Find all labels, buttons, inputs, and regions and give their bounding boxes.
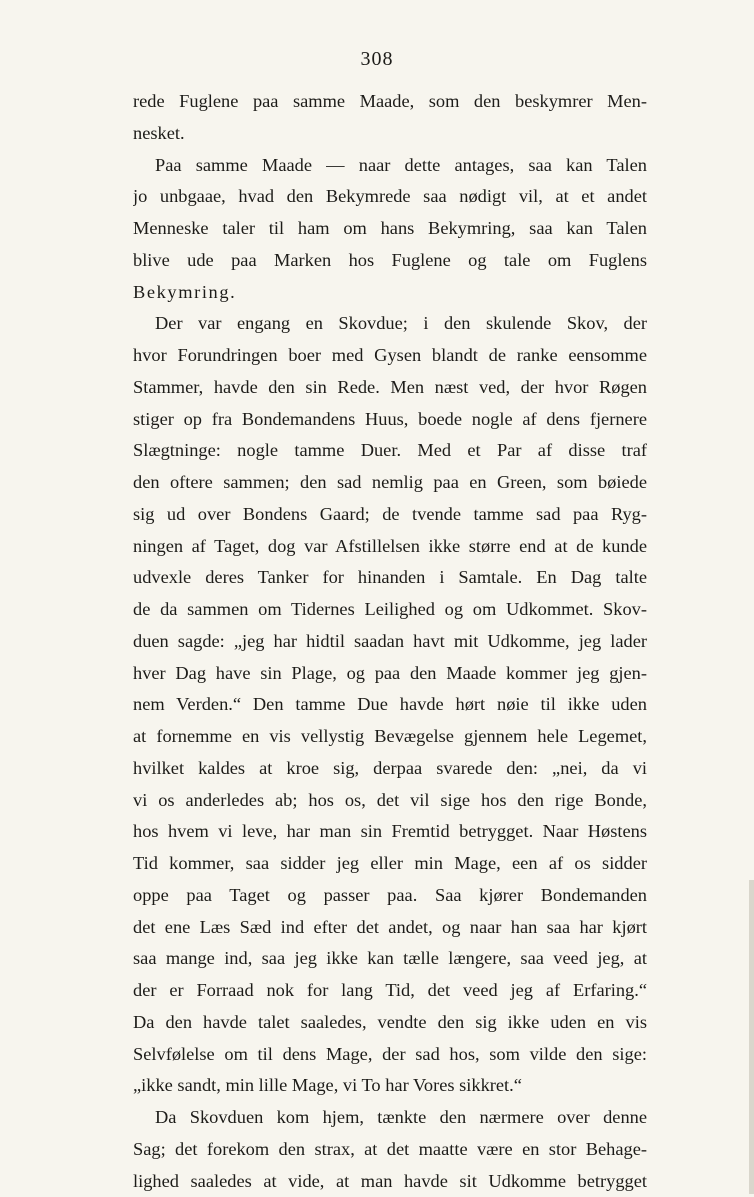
text-line: hvilket kaldes at kroe sig, derpaa svarede den: „nei, da vi (133, 753, 647, 785)
text-line: sig ud over Bondens Gaard; de tvende tamme sad paa Ryg- (133, 499, 647, 531)
page-edge-shadow (749, 880, 754, 1194)
text-line: Da Skovduen kom hjem, tænkte den nærmere over denne (133, 1102, 647, 1134)
text-line: rede Fuglene paa samme Maade, som den beskymrer Men- (133, 86, 647, 118)
page-number: 308 (0, 48, 754, 71)
text-line: Stammer, havde den sin Rede. Men næst ved, der hvor Røgen (133, 372, 647, 404)
text-line: Selvfølelse om til dens Mage, der sad hos, som vilde den sige: (133, 1039, 647, 1071)
text-line: stiger op fra Bondemandens Huus, boede nogle af dens fjernere (133, 404, 647, 436)
text-line: Paa samme Maade — naar dette antages, saa kan Talen (133, 150, 647, 182)
text-line: blive ude paa Marken hos Fuglene og tale om Fuglens (133, 245, 647, 277)
text-line: udvexle deres Tanker for hinanden i Samtale. En Dag talte (133, 562, 647, 594)
text-line: nesket. (133, 118, 647, 150)
text-line: Slægtninge: nogle tamme Duer. Med et Par af disse traf (133, 435, 647, 467)
text-line: den oftere sammen; den sad nemlig paa en Green, som bøiede (133, 467, 647, 499)
text-line: hos hvem vi leve, har man sin Fremtid betrygget. Naar Høstens (133, 816, 647, 848)
text-line: saa mange ind, saa jeg ikke kan tælle længere, saa veed jeg, at (133, 943, 647, 975)
text-line: „ikke sandt, min lille Mage, vi To har Vores sikkret.“ (133, 1070, 647, 1102)
text-line: der er Forraad nok for lang Tid, det veed jeg af Erfaring.“ (133, 975, 647, 1007)
text-line: Der var engang en Skovdue; i den skulende Skov, der (133, 308, 647, 340)
body-text (133, 86, 647, 1197)
text-line: lighed saaledes at vide, at man havde sit Udkomme betrygget (133, 1166, 647, 1197)
text-line: de da sammen om Tidernes Leilighed og om Udkommet. Skov- (133, 594, 647, 626)
text-line: nem Verden.“ Den tamme Due havde hørt nøie til ikke uden (133, 689, 647, 721)
text-line: jo unbgaae, hvad den Bekymrede saa nødigt vil, at et andet (133, 181, 647, 213)
text-line: det ene Læs Sæd ind efter det andet, og naar han saa har kjørt (133, 912, 647, 944)
text-line: hvor Forundringen boer med Gysen blandt de ranke eensomme (133, 340, 647, 372)
text-line: Menneske taler til ham om hans Bekymring, saa kan Talen (133, 213, 647, 245)
text-line: hver Dag have sin Plage, og paa den Maade kommer jeg gjen- (133, 658, 647, 690)
text-line: oppe paa Taget og passer paa. Saa kjører Bondemanden (133, 880, 647, 912)
text-line: Tid kommer, saa sidder jeg eller min Mage, een af os sidder (133, 848, 647, 880)
text-line: Da den havde talet saaledes, vendte den sig ikke uden en vis (133, 1007, 647, 1039)
text-line: at fornemme en vis vellystig Bevægelse gjennem hele Legemet, (133, 721, 647, 753)
text-line: Bekymring. (133, 277, 647, 309)
text-line: ningen af Taget, dog var Afstillelsen ikke større end at de kunde (133, 531, 647, 563)
text-line: vi os anderledes ab; hos os, det vil sige hos den rige Bonde, (133, 785, 647, 817)
text-line: duen sagde: „jeg har hidtil saadan havt mit Udkomme, jeg lader (133, 626, 647, 658)
text-line: Sag; det forekom den strax, at det maatte være en stor Behage- (133, 1134, 647, 1166)
